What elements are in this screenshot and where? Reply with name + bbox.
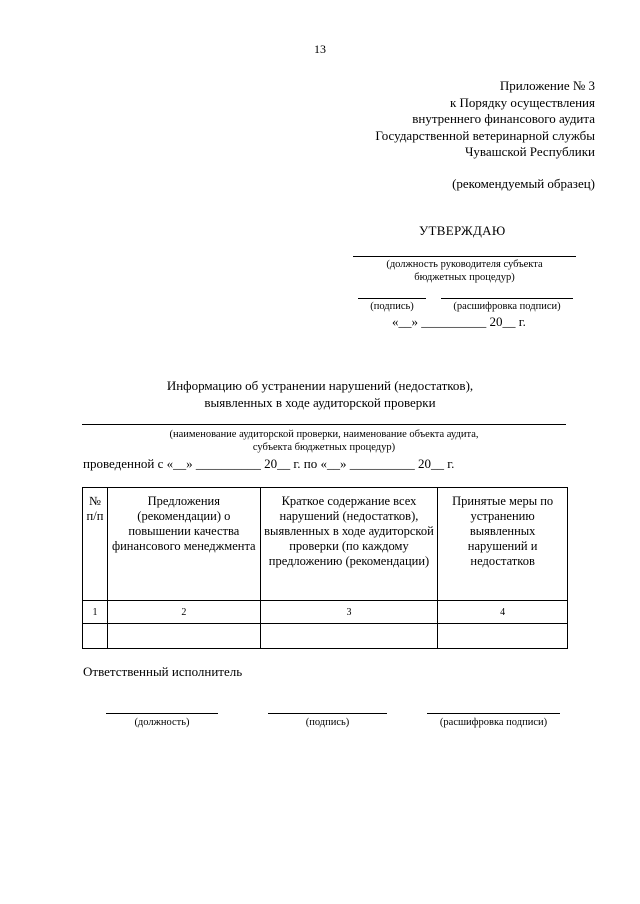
signature-line-bottom — [268, 713, 387, 714]
signature-caption-bottom: (подпись) — [305, 717, 350, 728]
responsible-label: Ответственный исполнитель — [83, 664, 243, 679]
table-row — [83, 624, 568, 649]
sample-note: (рекомендуемый образец) — [452, 176, 595, 191]
measures-table — [82, 487, 568, 649]
position-caption-bottom: (должность) — [134, 717, 190, 728]
table-cell — [107, 624, 260, 649]
appendix-line: внутреннего финансового аудита — [412, 111, 595, 126]
decoding-line — [441, 298, 573, 299]
decoding-caption-bottom: (расшифровка подписи) — [439, 717, 548, 728]
column-number: 4 — [438, 601, 568, 624]
conducted-dates: проведенной с «__» __________ 20__ г. по «__» __________ 20__ г. — [83, 456, 455, 471]
table-cell — [83, 624, 108, 649]
header-cell: № п/п — [83, 488, 108, 601]
appendix-line: Приложение № 3 — [499, 78, 595, 93]
audit-name-line — [82, 424, 566, 425]
column-number: 3 — [260, 601, 438, 624]
signature-line — [358, 298, 426, 299]
position-caption: (должность руководителя субъекта бюджетных процедур) — [386, 259, 543, 283]
appendix-line: Чувашской Республики — [464, 144, 595, 159]
appendix-line: Государственной ветеринарной службы — [375, 127, 595, 143]
position-line — [106, 713, 218, 714]
column-number: 1 — [83, 601, 108, 624]
decoding-caption: (расшифровка подписи) — [453, 301, 561, 312]
appendix-block — [375, 78, 595, 161]
table-cell — [438, 624, 568, 649]
approval-heading: УТВЕРЖДАЮ — [419, 223, 506, 238]
appendix-line: к Порядку осуществления — [449, 94, 595, 110]
document-title: Информацию об устранении нарушений (недостатков), выявленных в ходе аудиторской проверки — [166, 378, 474, 410]
column-number: 2 — [107, 601, 260, 624]
page-number: 13 — [314, 42, 326, 56]
table-header-row — [83, 488, 568, 601]
audit-caption: (наименование аудиторской проверки, наименование объекта аудита, субъекта бюджетных процедур) — [169, 429, 479, 453]
approval-date: «__» __________ 20__ г. — [392, 314, 526, 329]
table-cell — [260, 624, 438, 649]
column-number-row — [83, 601, 568, 624]
decoding-line-bottom — [427, 713, 560, 714]
signature-caption: (подпись) — [370, 301, 414, 312]
header-cell: Предложения (рекомендации) о повышении качества финансового менеджмента — [107, 488, 260, 601]
header-cell: Принятые меры по устранению выявленных нарушений и недостатков — [438, 488, 568, 601]
position-signature-line — [353, 256, 576, 257]
header-cell: Краткое содержание всех нарушений (недостатков), выявленных в ходе аудиторской проверки (по каждому предложению (рекомендации) — [260, 488, 438, 601]
